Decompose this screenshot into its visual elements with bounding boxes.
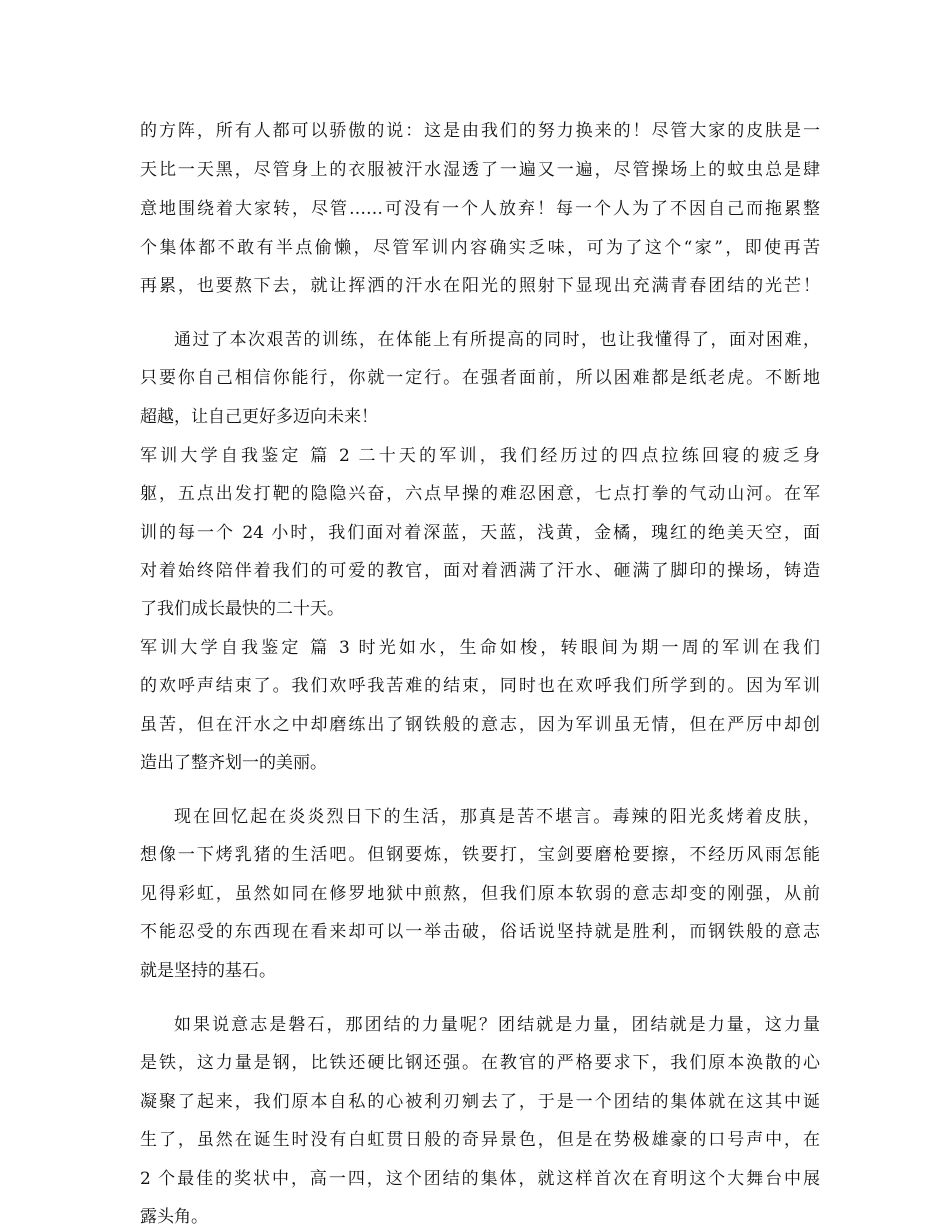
paragraph-line: 如果说意志是磐石，那团结的力量呢？团结就是力量，团结就是力量，这力量: [174, 1015, 820, 1035]
paragraph-line: 就是坚持的基石。: [140, 961, 276, 981]
paragraph-line: 露头角。: [140, 1207, 208, 1227]
paragraph-line: 的欢呼声结束了。我们欢呼我苦难的结束，同时也在欢呼我们所学到的。因为军训: [140, 676, 820, 696]
paragraph-line: 想像一下烤乳猪的生活吧。但钢要炼，铁要打，宝剑要磨枪要擦，不经历风雨怎能: [140, 845, 820, 865]
paragraph-line: 通过了本次艰苦的训练，在体能上有所提高的同时，也让我懂得了，面对困难，: [174, 330, 820, 350]
paragraph-line: 超越，让自己更好多迈向未来！: [140, 407, 378, 427]
paragraph-line: 意地围绕着大家转，尽管……可没有一个人放弃！每一个人为了不因自己而拖累整: [140, 199, 820, 219]
paragraph-line: 了我们成长最快的二十天。: [140, 599, 344, 619]
paragraph-line: 对着始终陪伴着我们的可爱的教官，面对着洒满了汗水、砸满了脚印的操场，铸造: [140, 561, 820, 581]
paragraph-line: 凝聚了起来，我们原本自私的心被利刃剜去了，于是一个团结的集体就在这其中诞: [140, 1092, 820, 1112]
paragraph-line: 2 个最佳的奖状中，高一四，这个团结的集体，就这样首次在育明这个大舞台中展: [140, 1169, 820, 1189]
paragraph-line: 只要你自己相信你能行，你就一定行。在强者面前，所以困难都是纸老虎。不断地: [140, 368, 820, 388]
paragraph-line: 的方阵，所有人都可以骄傲的说：这是由我们的努力换来的！尽管大家的皮肤是一: [140, 121, 820, 141]
paragraph-line: 不能忍受的东西现在看来却可以一举击破，俗话说坚持就是胜利，而钢铁般的意志: [140, 922, 820, 942]
paragraph-line: 躯，五点出发打靶的隐隐兴奋，六点早操的难忍困意，七点打拳的气动山河。在军: [140, 484, 820, 504]
paragraph-line: 个集体都不敢有半点偷懒，尽管军训内容确实乏味，可为了这个“家”，即使再苦: [140, 238, 820, 258]
paragraph-line: 天比一天黑，尽管身上的衣服被汗水湿透了一遍又一遍，尽管操场上的蚊虫总是肆: [140, 160, 820, 180]
paragraph-line: 造出了整齐划一的美丽。: [140, 753, 327, 773]
paragraph-line: 虽苦，但在汗水之中却磨练出了钢铁般的意志，因为军训虽无情，但在严厉中却创: [140, 715, 820, 735]
section-heading-line: 军训大学自我鉴定 篇 3 时光如水，生命如梭，转眼间为期一周的军训在我们: [140, 638, 820, 658]
paragraph-line: 是铁，这力量是钢，比铁还硬比钢还强。在教官的严格要求下，我们原本涣散的心: [140, 1053, 820, 1073]
paragraph-line: 见得彩虹，虽然如同在修罗地狱中煎熬，但我们原本软弱的意志却变的刚强，从前: [140, 884, 820, 904]
section-heading-line: 军训大学自我鉴定 篇 2 二十天的军训，我们经历过的四点拉练回寝的疲乏身: [140, 446, 820, 466]
paragraph-line: 生了，虽然在诞生时没有白虹贯日般的奇异景色，但是在势极雄豪的口号声中，在: [140, 1130, 820, 1150]
paragraph-line: 再累，也要熬下去，就让挥洒的汗水在阳光的照射下显现出充满青春团结的光芒！: [140, 276, 820, 296]
paragraph-line: 现在回忆起在炎炎烈日下的生活，那真是苦不堪言。毒辣的阳光炙烤着皮肤，: [174, 807, 820, 827]
paragraph-line: 训的每一个 24 小时，我们面对着深蓝，天蓝，浅黄，金橘，瑰红的绝美天空，面: [140, 523, 820, 543]
